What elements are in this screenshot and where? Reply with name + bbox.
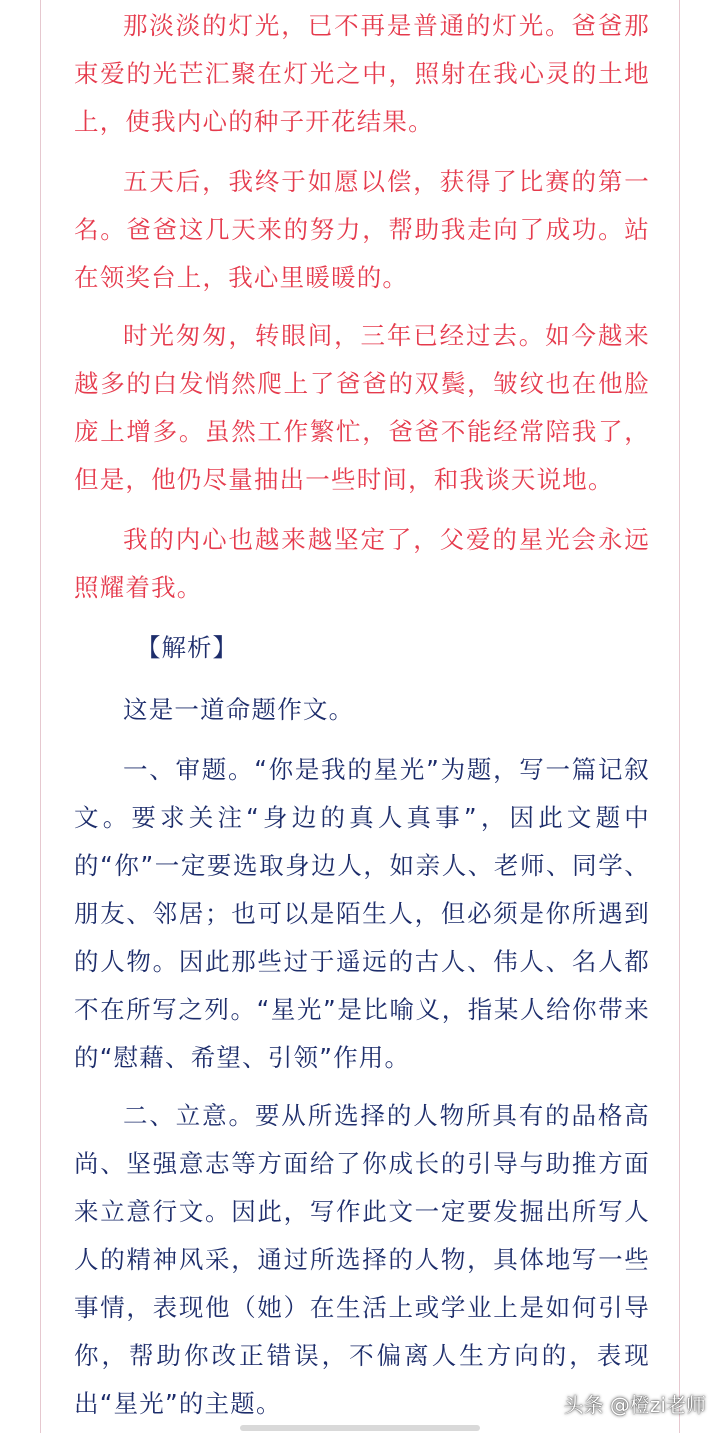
analysis-intro: 这是一道命题作文。 <box>123 695 355 724</box>
watermark-text: 头条 @橙zi老师 <box>563 1392 706 1417</box>
scroll-indicator[interactable] <box>240 1425 480 1431</box>
essay-paragraph-3: 时光匆匆，转眼间，三年已经过去。如今越来越多的白发悄然爬上了爸爸的双鬓，皱纹也在他脸庞上增多。虽然工作繁忙，爸爸不能经常陪我了，但是，他仍尽量抽出一些时间，和我谈天说地。 <box>74 321 650 494</box>
essay-paragraph-1: 那淡淡的灯光，已不再是普通的灯光。爸爸那束爱的光芒汇聚在灯光之中，照射在我心灵的土地上，使我内心的种子开花结果。 <box>74 11 650 136</box>
essay-paragraph-4: 我的内心也越来越坚定了，父爱的星光会永远照耀着我。 <box>74 525 650 602</box>
watermark <box>564 1385 706 1421</box>
analysis-point-2: 二、立意。要从所选择的人物所具有的品格高尚、坚强意志等方面给了你成长的引导与助推方面来立意行文。因此，写作此文一定要发掘出所写人人的精神风采，通过所选择的人物，具体地写一些事情，表现他（她）在生活上或学业上是如何引导你，帮助你改正错误，不偏离人生方向的，表现出“星光”的主题。 <box>74 1101 650 1418</box>
analysis-point-1: 一、审题。“你是我的星光”为题，写一篇记叙文。要求关注“身边的真人真事”，因此文题中的“你”一定要选取身边人，如亲人、老师、同学、朋友、邻居；也可以是陌生人，但必须是你所遇到的人物。因此那些过于遥远的古人、伟人、名人都不在所写之列。“星光”是比喻义，指某人给你带来的“慰藉、希望、引领”作用。 <box>74 755 650 1072</box>
analysis-heading: 【解析】 <box>136 633 238 662</box>
essay-paragraph-2: 五天后，我终于如愿以偿，获得了比赛的第一名。爸爸这几天来的努力，帮助我走向了成功。站在领奖台上，我心里暖暖的。 <box>74 167 650 292</box>
